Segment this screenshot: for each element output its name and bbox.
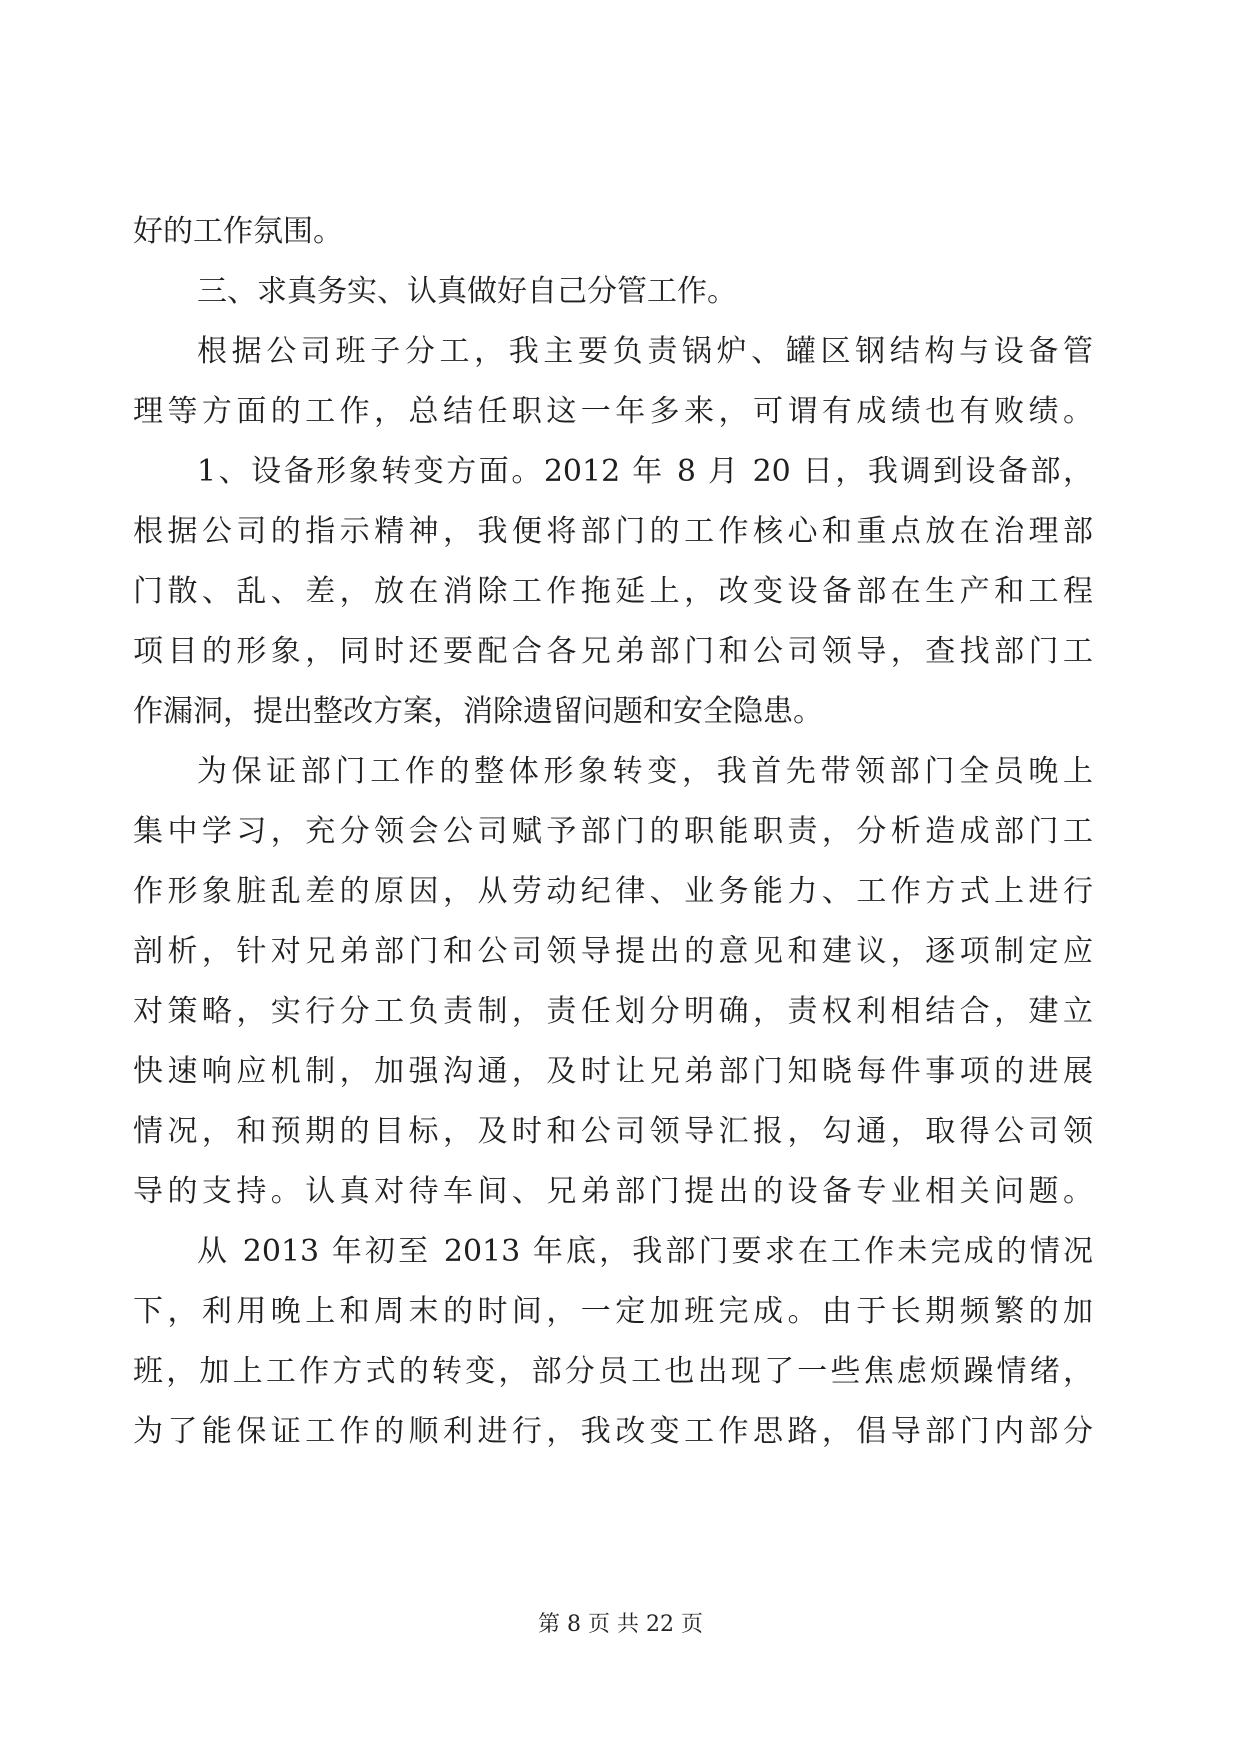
text-line: 根据公司的指示精神，我便将部门的工作核心和重点放在治理部 bbox=[133, 514, 1093, 549]
section-heading: 三、求真务实、认真做好自己分管工作。 bbox=[197, 274, 737, 309]
text-line: 导的支持。认真对待车间、兄弟部门提出的设备专业相关问题。 bbox=[133, 1174, 1093, 1209]
text-line: 对策略，实行分工负责制，责任划分明确，责权利相结合，建立 bbox=[133, 994, 1093, 1029]
text-line: 下，利用晚上和周末的时间，一定加班完成。由于长期频繁的加 bbox=[133, 1294, 1093, 1329]
text-line: 情况，和预期的目标，及时和公司领导汇报，勾通，取得公司领 bbox=[133, 1114, 1093, 1149]
text-line: 理等方面的工作，总结任职这一年多来，可谓有成绩也有败绩。 bbox=[133, 394, 1093, 429]
text-line: 好的工作氛围。 bbox=[133, 214, 343, 249]
page-footer: 第 8 页 共 22 页 bbox=[538, 1612, 703, 1637]
text-line: 为了能保证工作的顺利进行，我改变工作思路，倡导部门内部分 bbox=[133, 1414, 1093, 1449]
text-line: 项目的形象，同时还要配合各兄弟部门和公司领导，查找部门工 bbox=[133, 634, 1093, 669]
text-line: 1、设备形象转变方面。2012 年 8 月 20 日，我调到设备部， bbox=[197, 454, 1093, 489]
text-line: 作漏洞，提出整改方案，消除遗留问题和安全隐患。 bbox=[133, 694, 823, 729]
text-line: 集中学习，充分领会公司赋予部门的职能职责，分析造成部门工 bbox=[133, 814, 1093, 849]
text-line: 作形象脏乱差的原因，从劳动纪律、业务能力、工作方式上进行 bbox=[133, 874, 1093, 909]
text-line: 从 2013 年初至 2013 年底，我部门要求在工作未完成的情况 bbox=[197, 1234, 1093, 1269]
text-line: 门散、乱、差，放在消除工作拖延上，改变设备部在生产和工程 bbox=[133, 574, 1093, 609]
text-line: 剖析，针对兄弟部门和公司领导提出的意见和建议，逐项制定应 bbox=[133, 934, 1093, 969]
text-line: 快速响应机制，加强沟通，及时让兄弟部门知晓每件事项的进展 bbox=[133, 1054, 1093, 1089]
text-line: 根据公司班子分工，我主要负责锅炉、罐区钢结构与设备管 bbox=[197, 334, 1093, 369]
text-line: 班，加上工作方式的转变，部分员工也出现了一些焦虑烦躁情绪， bbox=[133, 1354, 1093, 1389]
text-line: 为保证部门工作的整体形象转变，我首先带领部门全员晚上 bbox=[197, 754, 1093, 789]
